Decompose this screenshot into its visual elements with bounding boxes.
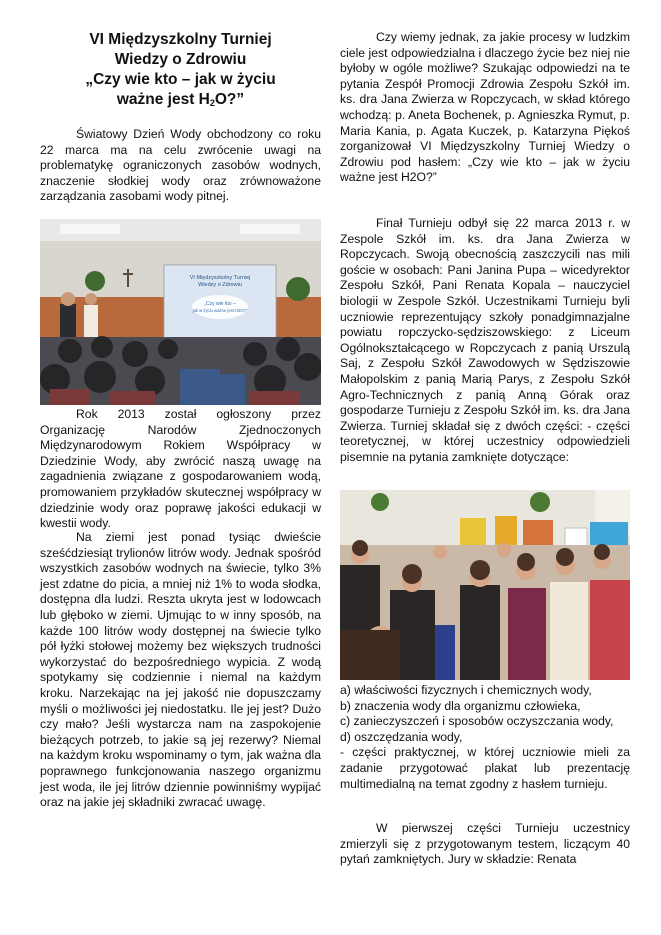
photo-auditorium xyxy=(40,219,321,405)
title-line-3: „Czy wie kto – jak w życiu xyxy=(85,71,276,88)
left-paragraph-3: Na ziemi jest ponad tysiąc dwieście sześćdziesiąt trylionów litrów wody. Jednak spośród wszystkich zasobów wodnych na świecie, tylko 3% jest zdatne do picia, a mniej niż 1% to woda słodka, dostępna dla ludzi. Reszta ukryta jest w lodowcach lub głęboko w ziemi. Ujmując to w inny sposób, na każde 100 litrów wody dostępnej na świecie tylko pół łyżki stołowej możemy bez większych trudności wykorzystać do bezpośredniego wypicia. Z wodą spotykamy się codziennie i niemal na każdym kroku. Narzekając na jej jakość nie dopuszczamy myśli o możliwości jej niedostatku. Ile jej jest? Dużo czy mało? Jeśli wystarcza nam na zaspokojenie bieżących potrzeb, to jakie są jej rezerwy? Niemal na każdym kroku wspominamy o tym, jak ważna dla poprawnego funkcjonowania naszego organizmu jest woda, ile jej litrów dziennie powinniśmy wypijać oraz na jakie jej składniki zwracać uwagę. xyxy=(40,530,321,810)
photo-audience xyxy=(340,490,630,680)
title-line-2: Wiedzy o Zdrowiu xyxy=(114,51,247,68)
list-item: c) zanieczyszczeń i sposobów oczyszczania wody, xyxy=(340,714,614,729)
title-line-4: ważne jest $H_2O$?” xyxy=(116,91,245,108)
right-paragraph-2-block xyxy=(340,216,630,466)
list-item: - części praktycznej, w której uczniowie mieli za zadanie przygotować plakat lub prezentację multimedialną na temat zgodny z hasłem turnieju. xyxy=(340,745,630,791)
auditorium-illustration xyxy=(40,219,321,405)
left-paragraph-2: Rok 2013 został ogłoszony przez Organizację Narodów Zjednoczonych Międzynarodowym Rokiem Współpracy w Dziedzinie Wody, aby zwrócić naszą uwagę na zagadnienia związane z gospodarowaniem wodą, promowaniem przykładów skutecznej współpracy w dziedzinie wody oraz poprawę jakości edukacji w kwestii wody. xyxy=(40,407,321,531)
list-item: d) oszczędzania wody, xyxy=(340,729,463,744)
list-item: b) znaczenia wody dla organizmu człowieka, xyxy=(340,698,581,713)
article-title xyxy=(40,30,321,113)
left-paragraph-1-block xyxy=(40,127,321,205)
right-paragraph-1-block xyxy=(340,30,630,186)
right-paragraph-1: Czy wiemy jednak, za jakie procesy w ludzkim ciele jest odpowiedzialna i dlaczego życie bez niej nie byłoby w ogóle możliwe? Szukając odpowiedzi na te pytania Zespół Promocji Zdrowia Zespołu Szkół im. ks. dra Jana Zwierza w Ropczycach, w skład którego wchodzą: p. Aneta Bochenek, p. Agnieszka Rymut, p. Maria Kania, p. Agata Kuczek, p. Katarzyna Piękoś zorganizował VI Międzyszkolny Turniej Wiedzy o Zdrowiu pod hasłem: „Czy wie kto – jak w życiu ważne jest H2O?” xyxy=(340,30,630,185)
audience-illustration xyxy=(340,490,630,680)
topics-list xyxy=(340,683,630,792)
left-paragraph-3-block xyxy=(40,530,321,811)
slide-line-2: Wiedzy o Zdrowiu xyxy=(198,282,242,288)
left-paragraph-2-block xyxy=(40,407,321,532)
list-item: a) właściwości fizycznych i chemicznych wody, xyxy=(340,683,592,697)
title-line-1: VI Międzyszkolny Turniej xyxy=(89,31,272,48)
right-paragraph-3: W pierwszej części Turnieju uczestnicy zmierzyli się z przygotowanym testem, liczącym 40 pytań zamkniętych. Jury w składzie: Renata xyxy=(340,821,630,867)
slide-line-1: VI Międzyszkolny Turniej xyxy=(189,275,251,281)
right-paragraph-3-block xyxy=(340,821,630,868)
left-paragraph-1: Światowy Dzień Wody obchodzony co roku 22 marca ma na celu zwrócenie uwagi na problematykę ograniczonych zasobów wodnych, znaczenie słodkiej wody oraz zrównoważone zarządzania zasobami wody pitnej. xyxy=(40,127,321,204)
slide-line-3: „Czy wie kto – xyxy=(204,301,236,307)
slide-line-4: jak w życiu ważne jest H2O?” xyxy=(192,308,248,313)
right-paragraph-2: Finał Turnieju odbył się 22 marca 2013 r. w Zespole Szkół im. ks. dra Jana Zwierza w Ropczycach. Swoją obecnością zaszczycili nas mili goście w osobach: Pani Janina Pupa – wicedyrektor Zespołu Szkół, Pani Renata Kopala – nauczyciel biologii w Zespole Szkół. Uczestnikami Turnieju byli uczniowie reprezentujący szkoły ponadgimnazjalne powiatu ropczycko-sędziszowskiego: z Liceum Ogólnokształcącego w Ropczycach z panią Urszulą Saj, z Zespołu Szkół Zawodowych w Sędziszowie Małopolskim z panią Marią Parys, z Zespołu Szkół Agro-Technicznych z panią Anną Górak oraz gospodarze Turnieju z Zespołu Szkół im. ks. dra Jana Zwierza. Turniej składał się z dwóch części: - części teoretycznej, w której uczestnicy odpowiedzieli pisemnie na pytania zamknięte dotyczące: xyxy=(340,216,630,464)
